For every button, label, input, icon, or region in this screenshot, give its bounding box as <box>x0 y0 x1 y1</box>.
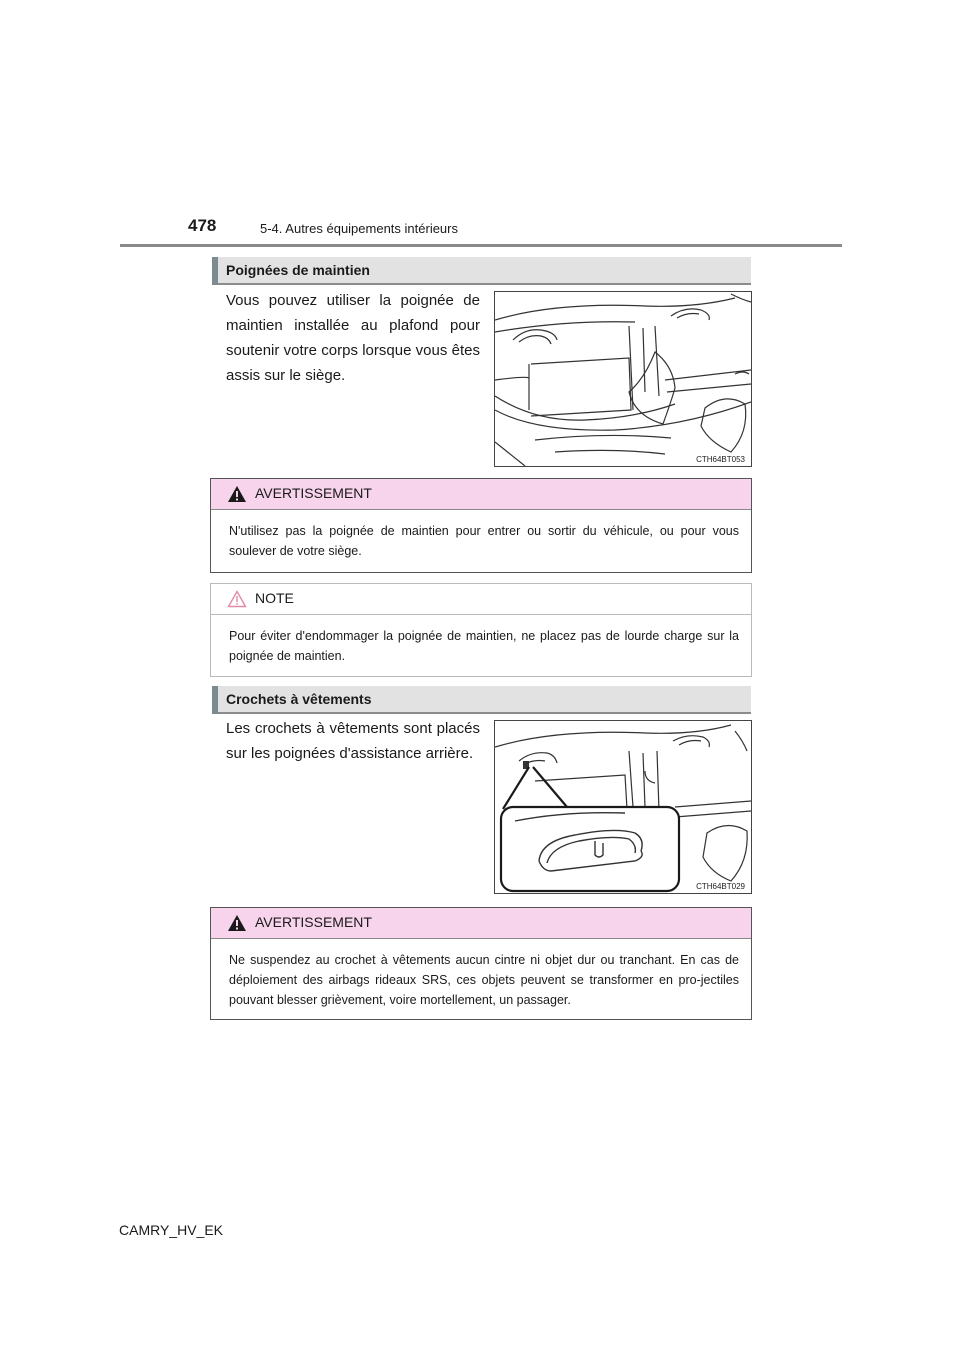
section-heading-label: Poignées de maintien <box>226 262 370 278</box>
warning-box-grab-handle <box>210 478 752 573</box>
assist-grip-drawing <box>495 292 751 466</box>
note-title: NOTE <box>255 590 294 606</box>
section-heading-coat-hooks <box>212 686 751 714</box>
section-accent <box>212 686 218 714</box>
caution-triangle-icon <box>227 590 247 608</box>
figure-code: CTH64BT029 <box>696 882 745 891</box>
warning-text: N'utilisez pas la poignée de maintien pour entrer ou sortir du véhicule, ou pour vous soulever de votre siège. <box>229 524 739 558</box>
warning-title: AVERTISSEMENT <box>255 485 372 501</box>
page-number: 478 <box>188 216 217 235</box>
section-heading-grab-handles <box>212 257 751 285</box>
warning-triangle-icon <box>227 485 247 503</box>
document-code: CAMRY_HV_EK <box>119 1222 224 1238</box>
assist-grip-illustration <box>494 291 752 467</box>
coat-hook-description: Les crochets à vêtements sont placés sur les poignées d'assistance arrière. <box>226 720 480 762</box>
warning-triangle-icon <box>227 914 247 932</box>
warning-text: Ne suspendez au crochet à vêtements aucun cintre ni objet dur ou tranchant. En cas de déploiement des airbags rideaux SRS, ces objets peuvent se transformer en pro-jectiles pouvant blesser grièvement, voire mortellement, un passager. <box>229 953 739 1007</box>
warning-box-coat-hook <box>210 907 752 1020</box>
note-header <box>211 584 751 615</box>
header-divider <box>120 244 842 247</box>
warning-header <box>211 479 751 510</box>
figure-code: CTH64BT053 <box>696 455 745 464</box>
note-text: Pour éviter d'endommager la poignée de maintien, ne placez pas de lourde charge sur la poignée de maintien. <box>229 629 739 663</box>
coat-hook-illustration <box>494 720 752 894</box>
section-accent <box>212 257 218 285</box>
coat-hook-drawing <box>495 721 751 893</box>
warning-title: AVERTISSEMENT <box>255 914 372 930</box>
warning-header <box>211 908 751 939</box>
chapter-title: 5-4. Autres équipements intérieurs <box>260 221 458 236</box>
grab-handle-description: Vous pouvez utiliser la poignée de maintien installée au plafond pour soutenir votre corps lorsque vous êtes assis sur le siège. <box>226 292 480 384</box>
section-heading-label: Crochets à vêtements <box>226 691 372 707</box>
note-box-grab-handle <box>210 583 752 677</box>
